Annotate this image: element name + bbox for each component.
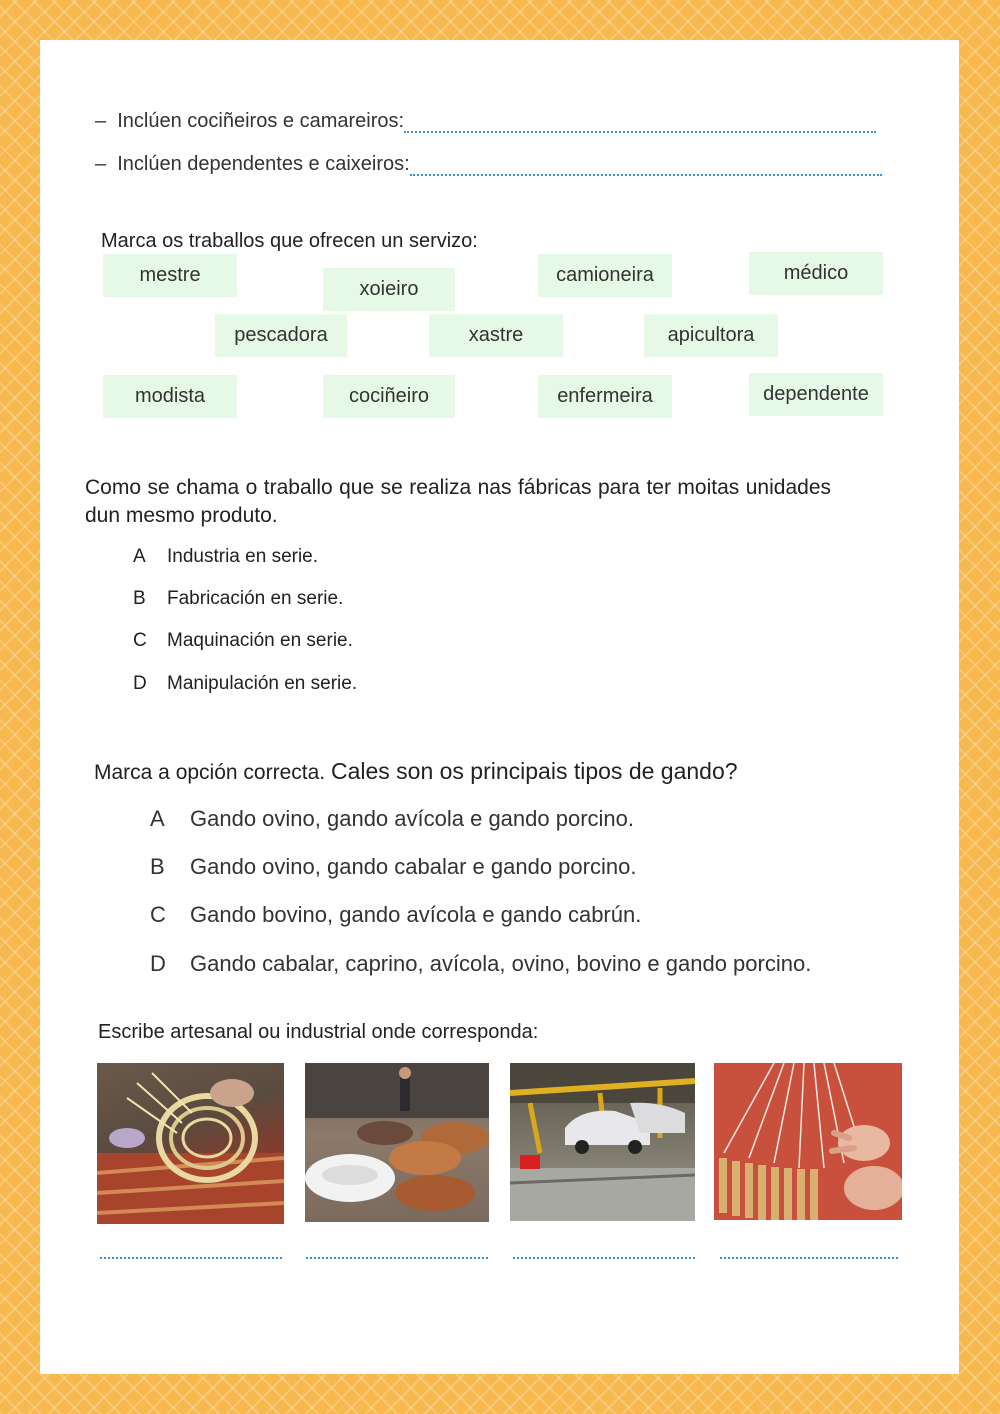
job-tag[interactable]: pescadora <box>215 314 347 357</box>
option-letter: D <box>150 951 166 976</box>
shoe-factory-illustration <box>305 1063 489 1222</box>
factory-option-a[interactable] <box>133 546 318 568</box>
factory-question-text: Como se chama o traballo que se realiza nas fábricas para ter moitas unidades dun mesmo produto. <box>85 476 831 527</box>
worksheet-page <box>40 40 959 1374</box>
option-letter: D <box>133 673 147 694</box>
factory-option-d[interactable] <box>133 673 357 695</box>
job-tag[interactable]: dependente <box>749 373 883 416</box>
fill-in-label: Inclúen cociñeiros e camareiros: <box>117 110 405 132</box>
basket-weaving-illustration <box>97 1063 284 1224</box>
shoe-factory-photo <box>305 1063 489 1222</box>
dash: – <box>95 110 107 132</box>
fill-in-line-1 <box>95 110 876 133</box>
bobbin-lace-illustration <box>714 1063 902 1220</box>
job-tag[interactable]: enfermeira <box>538 375 672 418</box>
job-tag[interactable]: cociñeiro <box>323 375 455 418</box>
answer-line-3[interactable] <box>513 1257 695 1259</box>
option-text: Maquinación en serie. <box>167 630 353 651</box>
job-tag[interactable]: mestre <box>103 254 237 297</box>
factory-option-b[interactable] <box>133 588 343 610</box>
livestock-question-title <box>94 758 738 785</box>
livestock-option-a[interactable] <box>150 806 634 832</box>
livestock-option-b[interactable] <box>150 854 636 880</box>
option-letter: C <box>133 630 147 651</box>
option-letter: B <box>150 854 165 879</box>
answer-blank[interactable] <box>410 158 882 176</box>
livestock-title-question: Cales son os principais tipos de gando? <box>330 758 738 784</box>
livestock-option-d[interactable] <box>150 951 811 977</box>
option-letter: A <box>133 546 146 567</box>
option-text: Gando cabalar, caprino, avícola, ovino, bovino e gando porcino. <box>190 951 812 976</box>
answer-line-2[interactable] <box>306 1257 488 1259</box>
car-assembly-illustration <box>510 1063 695 1221</box>
option-text: Gando ovino, gando avícola e gando porcino. <box>190 806 634 831</box>
job-tag[interactable]: modista <box>103 375 237 418</box>
option-letter: B <box>133 588 146 609</box>
job-tag[interactable]: xastre <box>429 314 563 357</box>
option-text: Fabricación en serie. <box>167 588 344 609</box>
factory-option-c[interactable] <box>133 630 353 652</box>
option-text: Gando ovino, gando cabalar e gando porcino. <box>190 854 637 879</box>
option-text: Manipulación en serie. <box>167 673 358 694</box>
fill-in-label: Inclúen dependentes e caixeiros: <box>117 153 410 175</box>
job-tag[interactable]: apicultora <box>644 314 778 357</box>
option-text: Gando bovino, gando avícola e gando cabrún. <box>190 902 642 927</box>
dash: – <box>95 153 107 175</box>
job-tag[interactable]: xoieiro <box>323 268 455 311</box>
answer-line-1[interactable] <box>100 1257 282 1259</box>
artisan-question-title: Escribe artesanal ou industrial onde corresponda: <box>98 1021 539 1043</box>
livestock-option-c[interactable] <box>150 902 641 928</box>
bobbin-lace-photo <box>714 1063 902 1220</box>
option-letter: A <box>150 806 165 831</box>
car-assembly-photo <box>510 1063 695 1221</box>
basket-weaving-photo <box>97 1063 284 1224</box>
option-letter: C <box>150 902 166 927</box>
option-text: Industria en serie. <box>167 546 319 567</box>
fill-in-line-2 <box>95 153 882 176</box>
job-tag[interactable]: médico <box>749 252 883 295</box>
livestock-title-instruction: Marca a opción correcta. <box>94 761 326 784</box>
job-tag[interactable]: camioneira <box>538 254 672 297</box>
answer-blank[interactable] <box>404 115 876 133</box>
service-question-title: Marca os traballos que ofrecen un servizo: <box>101 230 478 252</box>
answer-line-4[interactable] <box>720 1257 898 1259</box>
